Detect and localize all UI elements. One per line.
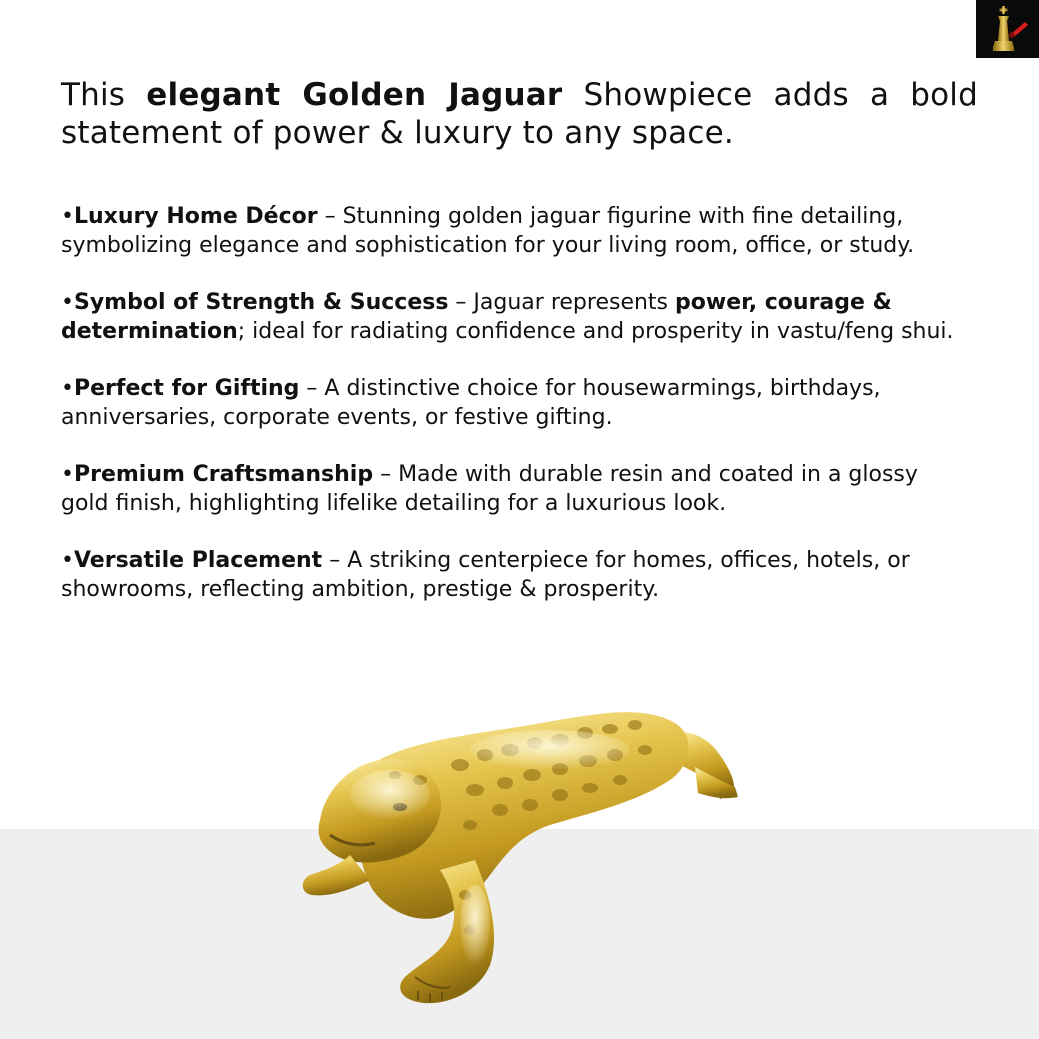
- feature-perfect-for-gifting: [61, 374, 961, 432]
- brand-logo[interactable]: [976, 0, 1039, 58]
- feature-title: Symbol of Strength & Success: [73, 290, 449, 315]
- headline: [61, 76, 978, 152]
- bullet: •: [61, 376, 74, 401]
- feature-description: – Made with durable resin and coated in a glossy gold finish, highlighting lifelike detailing for a luxurious look.: [61, 462, 918, 516]
- chess-king-logo-icon: [976, 0, 1039, 58]
- product-image: [300, 695, 745, 1010]
- feature-versatile-placement: [61, 546, 961, 604]
- bullet: •: [61, 290, 74, 315]
- feature-premium-craftsmanship: [61, 460, 961, 518]
- feature-description-end: ; ideal for radiating confidence and prosperity in vastu/feng shui.: [237, 319, 954, 344]
- feature-description: – A striking centerpiece for homes, offices, hotels, or showrooms, reflecting ambition, prestige & prosperity.: [61, 548, 910, 602]
- feature-description: – Stunning golden jaguar figurine with fine detailing, symbolizing elegance and sophistication for your living room, office, or study.: [61, 204, 915, 258]
- bullet: •: [61, 204, 74, 229]
- bullet: •: [61, 548, 74, 573]
- headline-bold: elegant Golden Jaguar: [146, 77, 563, 113]
- feature-list: [61, 202, 961, 632]
- headline-pre: This: [61, 77, 126, 113]
- headline-post: Showpiece adds a bold statement of power & luxury to any space.: [61, 77, 978, 151]
- golden-jaguar-figurine-icon: [300, 695, 745, 1010]
- feature-title: Perfect for Gifting: [73, 376, 300, 401]
- feature-description: – A distinctive choice for housewarmings, birthdays, anniversaries, corporate events, or festive gifting.: [61, 376, 881, 430]
- feature-strength-success: [61, 288, 961, 346]
- feature-title: Premium Craftsmanship: [73, 462, 374, 487]
- feature-title: Luxury Home Décor: [73, 204, 318, 229]
- feature-luxury-home-decor: [61, 202, 961, 260]
- feature-title: Versatile Placement: [73, 548, 323, 573]
- feature-highlight: power, courage & determination: [61, 290, 892, 344]
- bullet: •: [61, 462, 74, 487]
- feature-description: – Jaguar represents: [448, 290, 676, 315]
